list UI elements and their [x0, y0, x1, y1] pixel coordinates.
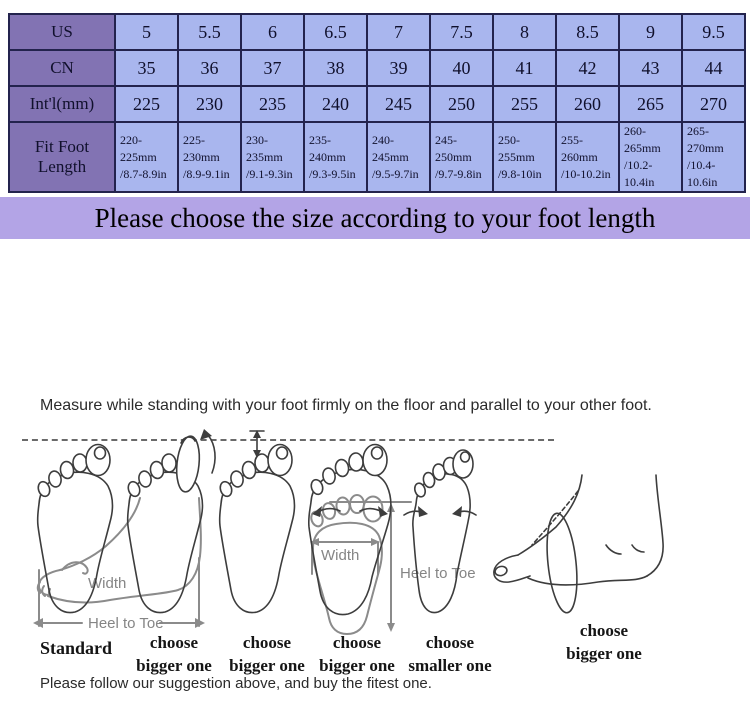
size-cell: 245: [367, 86, 430, 122]
table-row-fit-foot-length: [9, 122, 745, 192]
top-width-label: Width: [321, 547, 360, 564]
narrow-foot-icon: [400, 442, 480, 620]
suggestion-label-standard: Standard: [39, 638, 113, 658]
size-cell: 265: [619, 86, 682, 122]
size-cell: 230: [178, 86, 241, 122]
size-cell: 7.5: [430, 14, 493, 50]
suggestion-label-smaller: choose smaller one: [408, 633, 492, 675]
size-cell: 265-270mm /10.4-10.6in: [682, 122, 745, 192]
size-cell: 250: [430, 86, 493, 122]
size-cell: 6.5: [304, 14, 367, 50]
size-chart-table: [8, 13, 746, 193]
size-cell: 255-260mm /10-10.2in: [556, 122, 619, 192]
row-header-us: US: [9, 14, 115, 50]
wide-foot-icon: [306, 442, 394, 620]
size-cell: 240-245mm /9.5-9.7in: [367, 122, 430, 192]
size-cell: 225-230mm /8.9-9.1in: [178, 122, 241, 192]
high-instep-foot-icon: [486, 475, 696, 620]
size-cell: 225: [115, 86, 178, 122]
size-cell: 37: [241, 50, 304, 86]
suggestion-label-bigger-3: choose bigger one: [319, 633, 395, 675]
size-cell: 260: [556, 86, 619, 122]
fit-suggestion-section: [0, 425, 750, 705]
size-cell: 38: [304, 50, 367, 86]
suggestion-label-bigger-4: choose bigger one: [566, 621, 642, 663]
size-cell: 235: [241, 86, 304, 122]
size-cell: 7: [367, 14, 430, 50]
size-cell: 220-225mm /8.7-8.9in: [115, 122, 178, 192]
size-cell: 9.5: [682, 14, 745, 50]
row-header-intl: Int'l(mm): [9, 86, 115, 122]
size-cell: 8.5: [556, 14, 619, 50]
table-row-intl: [9, 86, 745, 122]
size-cell: 235-240mm /9.3-9.5in: [304, 122, 367, 192]
size-cell: 245-250mm /9.7-9.8in: [430, 122, 493, 192]
size-cell: 40: [430, 50, 493, 86]
size-cell: 230-235mm /9.1-9.3in: [241, 122, 304, 192]
table-row-cn: [9, 50, 745, 86]
row-header-fit-foot-length: Fit Foot Length: [9, 122, 115, 192]
size-cell: 260-265mm /10.2-10.4in: [619, 122, 682, 192]
side-heel-to-toe-label: Heel to Toe: [88, 615, 164, 632]
measure-guide-section: [0, 240, 750, 632]
row-header-cn: CN: [9, 50, 115, 86]
suggestion-label-bigger-1: choose bigger one: [136, 633, 212, 675]
size-cell: 5.5: [178, 14, 241, 50]
size-cell: 250-255mm /9.8-10in: [493, 122, 556, 192]
banner-text: Please choose the size according to your foot length: [94, 202, 656, 233]
size-cell: 42: [556, 50, 619, 86]
size-cell: 5: [115, 14, 178, 50]
size-cell: 39: [367, 50, 430, 86]
size-cell: 41: [493, 50, 556, 86]
size-cell: 240: [304, 86, 367, 122]
size-cell: 9: [619, 14, 682, 50]
top-heel-to-toe-label: Heel to Toe: [400, 565, 476, 582]
standard-foot-icon: [34, 442, 116, 620]
suggestion-label-bigger-2: choose bigger one: [229, 633, 305, 675]
size-cell: 8: [493, 14, 556, 50]
size-cell: 43: [619, 50, 682, 86]
size-cell: 44: [682, 50, 745, 86]
table-row-us: [9, 14, 745, 50]
measure-instruction: Measure while standing with your foot firmly on the floor and parallel to your other foot.: [40, 397, 652, 414]
size-cell: 270: [682, 86, 745, 122]
size-cell: 36: [178, 50, 241, 86]
size-cell: 6: [241, 14, 304, 50]
long-second-toe-foot-icon: [216, 429, 301, 620]
size-cell: 255: [493, 86, 556, 122]
bottom-note: Please follow our suggestion above, and buy the fitest one.: [40, 675, 432, 692]
side-width-label: Width: [88, 575, 127, 592]
banner-title: [0, 197, 750, 239]
size-cell: 35: [115, 50, 178, 86]
long-big-toe-foot-icon: [124, 427, 219, 620]
